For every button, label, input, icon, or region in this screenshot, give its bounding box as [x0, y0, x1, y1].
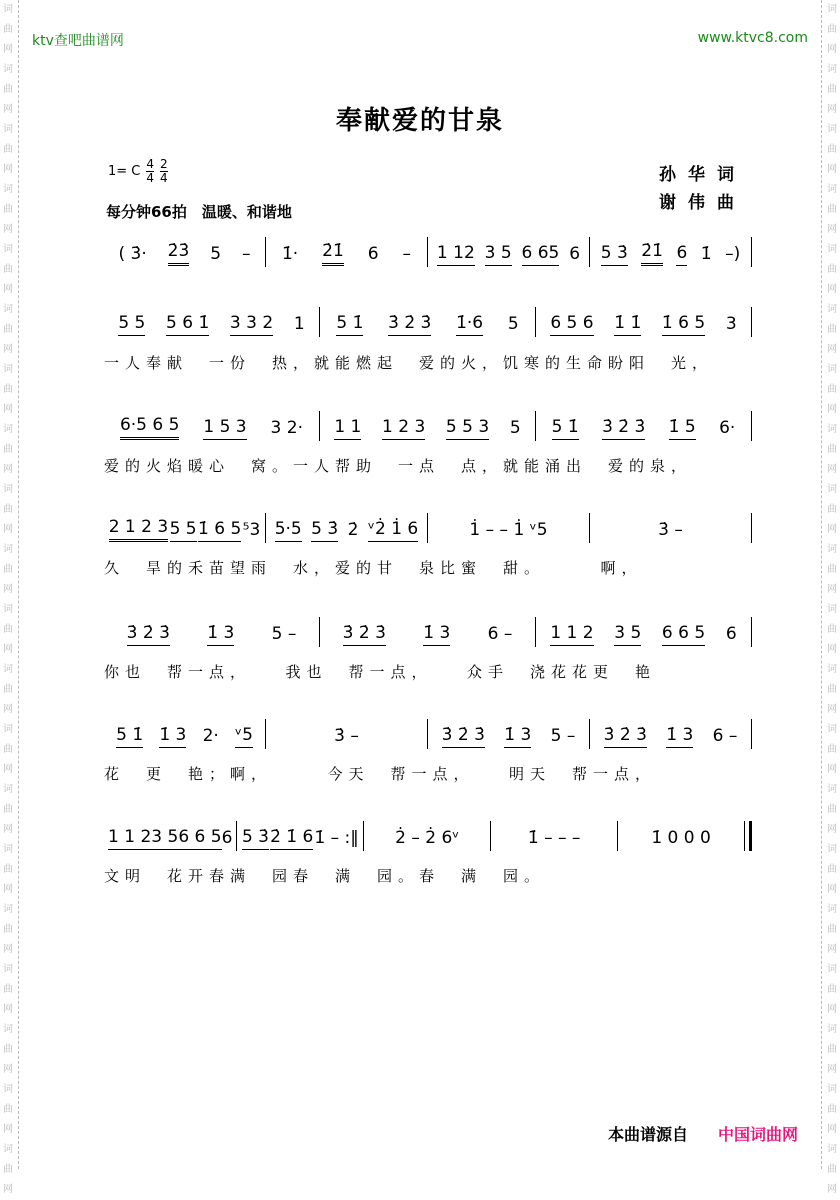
source-name[interactable]: 中国词曲网: [718, 1125, 799, 1144]
watermark-char: 网: [827, 224, 837, 235]
watermark-char: 曲: [3, 204, 13, 215]
watermark-char: 词: [827, 484, 837, 495]
note-group: 1̇ 3: [423, 623, 450, 646]
watermark-char: 曲: [3, 264, 13, 275]
note-group: 3̇ 2̇ 3̇: [602, 417, 645, 440]
note-group: 2̇1̇: [322, 241, 344, 266]
watermark-char: 曲: [827, 864, 837, 875]
note-group: 5 3̇: [242, 827, 269, 850]
lyricist: 孙华词: [659, 165, 746, 185]
watermark-char: 曲: [3, 924, 13, 935]
watermark-char: 曲: [3, 24, 13, 35]
watermark-char: 曲: [3, 1104, 13, 1115]
watermark-char: 词: [827, 844, 837, 855]
note-group: 5 5 3: [446, 417, 489, 440]
watermark-right: [821, 0, 840, 1195]
measure: [320, 417, 535, 440]
watermark-char: 曲: [827, 384, 837, 395]
note-group: 2̇: [347, 520, 359, 540]
watermark-char: 曲: [827, 264, 837, 275]
watermark-char: 曲: [827, 684, 837, 695]
note-group: 2 1 2 3: [109, 517, 168, 542]
lyric-line: 一人奉献 一份 热，就能燃起 爱的火，饥寒的生命盼阳 光，: [104, 354, 714, 372]
note-group: 6: [569, 244, 581, 264]
site-url[interactable]: www.ktvc8.com: [697, 30, 808, 46]
watermark-char: 曲: [827, 324, 837, 335]
note-group: –): [725, 244, 741, 264]
time-bottom: 4: [146, 171, 155, 185]
note-group: 3 5: [151, 827, 178, 850]
watermark-char: 网: [827, 704, 837, 715]
watermark-char: 词: [3, 184, 13, 195]
watermark-char: 曲: [827, 1164, 837, 1175]
lyric-line: 爱的火焰暖心 窝。一人帮助 一点 点，就能涌出 爱的泉，: [104, 457, 693, 475]
watermark-char: 网: [3, 644, 13, 655]
watermark-char: 网: [3, 1184, 13, 1195]
note-group: 6: [725, 624, 737, 644]
watermark-char: 网: [827, 1124, 837, 1135]
lyric-line: 花 更 艳；啊， 今天 帮一点， 明天 帮一点，: [104, 765, 657, 783]
note-group: 1̇ 3: [504, 725, 531, 748]
note-group: 5: [507, 314, 519, 334]
note-group: ( 3̇·: [118, 244, 147, 264]
watermark-char: 曲: [3, 384, 13, 395]
note-group: 6 –: [487, 624, 513, 644]
watermark-char: 词: [827, 724, 837, 735]
watermark-char: 网: [3, 764, 13, 775]
watermark-char: 曲: [3, 804, 13, 815]
watermark-char: 曲: [827, 1044, 837, 1055]
staff-row: [104, 720, 752, 748]
note-group: 2̇1̇: [641, 241, 663, 266]
measure: [266, 519, 427, 542]
watermark-char: 词: [827, 1144, 837, 1155]
measure: [266, 241, 427, 266]
measure: [618, 828, 744, 850]
watermark-char: 曲: [827, 564, 837, 575]
measure: [491, 828, 617, 850]
watermark-char: 网: [3, 344, 13, 355]
staff-row: [104, 308, 752, 336]
site-name[interactable]: ktv查吧曲谱网: [32, 33, 124, 49]
watermark-char: 曲: [3, 684, 13, 695]
watermark-char: 词: [3, 724, 13, 735]
watermark-char: 网: [827, 944, 837, 955]
note-group: 5 1̇: [336, 313, 363, 336]
note-group: 1 12: [437, 243, 475, 266]
watermark-char: 曲: [3, 444, 13, 455]
watermark-char: 词: [827, 784, 837, 795]
note-group: 2̇3̇: [168, 241, 190, 266]
note-group: 6 6 5: [662, 623, 705, 646]
note-group: 1̇·: [281, 244, 299, 264]
watermark-char: 曲: [3, 1044, 13, 1055]
watermark-char: 网: [827, 164, 837, 175]
watermark-char: 曲: [3, 984, 13, 995]
note-group: 5 1̇: [116, 725, 143, 748]
note-group: 5 3̇: [601, 243, 628, 266]
watermark-char: 曲: [3, 864, 13, 875]
note-group: 1̇ – :‖: [314, 828, 359, 848]
watermark-char: 网: [3, 1124, 13, 1135]
watermark-char: 词: [3, 1144, 13, 1155]
watermark-char: 曲: [827, 204, 837, 215]
watermark-char: 网: [3, 944, 13, 955]
note-group: 6 65: [522, 243, 560, 266]
watermark-char: 词: [3, 364, 13, 375]
staff-row: [104, 822, 752, 850]
watermark-char: 网: [827, 284, 837, 295]
watermark-char: 网: [3, 524, 13, 535]
song-title: 奉献爱的甘泉: [335, 106, 504, 136]
note-group: 6 6 5: [178, 827, 221, 850]
watermark-char: 网: [3, 1004, 13, 1015]
watermark-char: 网: [827, 44, 837, 55]
note-group: 1 1 2: [108, 827, 151, 850]
watermark-char: 网: [3, 704, 13, 715]
note-group: 5: [210, 244, 222, 264]
note-group: 1̇ – – –: [527, 828, 581, 848]
watermark-char: 词: [3, 4, 13, 15]
note-group: 5 6 1̇: [166, 313, 209, 336]
watermark-char: 词: [3, 124, 13, 135]
measure: [364, 828, 490, 850]
staff-row: [104, 238, 752, 266]
note-group: 5: [509, 418, 521, 438]
watermark-char: 词: [827, 124, 837, 135]
time-bottom: 4: [160, 171, 168, 185]
watermark-char: 网: [827, 464, 837, 475]
measure: [266, 726, 427, 748]
key-signature: [108, 158, 168, 185]
watermark-char: 网: [827, 1004, 837, 1015]
bar-line: [751, 237, 752, 267]
watermark-char: 词: [827, 544, 837, 555]
note-group: 3̇ 2̇ 3̇: [604, 725, 647, 748]
watermark-char: 网: [827, 884, 837, 895]
bar-line: [751, 719, 752, 749]
watermark-char: 词: [827, 184, 837, 195]
watermark-char: 曲: [3, 564, 13, 575]
bar-line: [751, 411, 752, 441]
note-group: 3̇ –: [334, 726, 359, 746]
note-group: 5 3̇: [311, 519, 338, 542]
watermark-char: 词: [827, 664, 837, 675]
measure: [428, 725, 589, 748]
bar-line: [751, 307, 752, 337]
watermark-char: 曲: [3, 144, 13, 155]
watermark-char: 网: [3, 824, 13, 835]
note-group: 3 5: [614, 623, 641, 646]
watermark-char: 词: [3, 604, 13, 615]
note-group: 5 5: [118, 313, 145, 336]
note-group: –: [242, 244, 251, 264]
note-group: 1 2 3: [382, 417, 425, 440]
watermark-char: 曲: [827, 24, 837, 35]
watermark-char: 网: [3, 584, 13, 595]
watermark-char: 曲: [3, 744, 13, 755]
time-signature-2: [160, 158, 168, 185]
watermark-char: 词: [827, 64, 837, 75]
note-group: 1̇ 3: [207, 623, 234, 646]
watermark-char: 词: [3, 904, 13, 915]
watermark-char: 词: [3, 244, 13, 255]
watermark-char: 网: [827, 344, 837, 355]
time-top: 4: [146, 157, 155, 171]
watermark-char: 词: [3, 1084, 13, 1095]
note-group: 3̇ 2̇ 3̇: [127, 623, 170, 646]
watermark-char: 词: [827, 904, 837, 915]
watermark-char: 词: [3, 484, 13, 495]
watermark-char: 曲: [3, 324, 13, 335]
measure: [104, 517, 265, 542]
measure: [104, 241, 265, 266]
note-group: 1 1 2: [550, 623, 593, 646]
measure: [428, 243, 589, 266]
note-group: 3̇ 2̇ 3̇: [388, 313, 431, 336]
watermark-char: 曲: [3, 624, 13, 635]
note-group: 6: [676, 243, 687, 266]
measure: [536, 417, 751, 440]
note-group: 1̇ 5: [669, 417, 696, 440]
note-group: 5 –: [271, 624, 297, 644]
bar-line: [751, 513, 752, 543]
note-group: 1 5 3: [203, 417, 246, 440]
measure: [104, 313, 319, 336]
watermark-char: 网: [827, 104, 837, 115]
note-group: 3: [725, 314, 737, 334]
note-group: 6 5 6: [550, 313, 593, 336]
watermark-char: 词: [3, 664, 13, 675]
watermark-char: 词: [827, 604, 837, 615]
watermark-char: 曲: [827, 744, 837, 755]
composer: 谢伟曲: [659, 193, 746, 213]
note-group: 2̇ 1̇ 6: [270, 827, 313, 850]
watermark-left: [0, 0, 19, 1195]
note-group: 1̇ 0 0 0: [651, 828, 711, 848]
note-group: 6·5 6 5: [120, 415, 179, 440]
lyric-line: 久 旱的禾苗望雨 水，爱的甘 泉比蜜 甜。 啊，: [104, 559, 643, 577]
watermark-char: 网: [827, 1064, 837, 1075]
note-group: –: [402, 244, 411, 264]
note-group: 3 5: [485, 243, 512, 266]
note-group: 1̇ – – 1̇ ᵛ5: [469, 520, 548, 540]
measure: [320, 623, 535, 646]
lyric-line: 文明 花开春满 园春 满 园。春 满 园。: [104, 867, 546, 885]
watermark-char: 词: [827, 364, 837, 375]
note-group: 6·: [719, 418, 736, 438]
measure: [590, 725, 751, 748]
watermark-char: 词: [3, 64, 13, 75]
note-group: 1̇ 1̇: [614, 313, 641, 336]
note-group: ⁵3: [242, 520, 261, 540]
watermark-char: 网: [3, 284, 13, 295]
measure: [590, 520, 751, 542]
watermark-char: 曲: [827, 924, 837, 935]
note-group: 1̇: [700, 244, 712, 264]
note-group: ᵛ2̇ 1̇ 6: [368, 519, 418, 542]
watermark-char: 曲: [827, 144, 837, 155]
staff-row: [104, 514, 752, 542]
watermark-char: 词: [827, 424, 837, 435]
watermark-char: 词: [3, 844, 13, 855]
note-group: 6: [221, 828, 233, 848]
note-group: ᵛ5: [235, 725, 253, 748]
watermark-char: 曲: [827, 804, 837, 815]
watermark-char: 曲: [827, 984, 837, 995]
watermark-char: 网: [3, 104, 13, 115]
watermark-char: 词: [3, 1024, 13, 1035]
watermark-char: 词: [3, 784, 13, 795]
watermark-char: 词: [827, 964, 837, 975]
watermark-char: 词: [827, 244, 837, 255]
time-signature-1: [146, 158, 154, 185]
watermark-char: 网: [827, 644, 837, 655]
tempo-marking: 每分钟66拍 温暖、和谐地: [106, 203, 292, 221]
measure: [590, 241, 751, 266]
watermark-char: 曲: [827, 624, 837, 635]
bar-line: [751, 617, 752, 647]
note-group: 2·: [202, 726, 219, 746]
watermark-char: 词: [827, 4, 837, 15]
note-group: 3 3 2: [230, 313, 273, 336]
bar-line: [744, 821, 752, 851]
watermark-char: 网: [3, 44, 13, 55]
watermark-char: 网: [3, 884, 13, 895]
watermark-char: 曲: [827, 504, 837, 515]
watermark-char: 曲: [3, 84, 13, 95]
note-group: 1̇ 3: [666, 725, 693, 748]
lyric-line: 你也 帮一点， 我也 帮一点， 众手 浇花花更 艳: [104, 663, 657, 681]
note-group: 6: [367, 244, 379, 264]
note-group: 1̇ 6 5: [198, 519, 241, 542]
note-group: 1̇ 6 5: [662, 313, 705, 336]
note-group: 1 1: [334, 417, 361, 440]
measure: [536, 623, 751, 646]
watermark-char: 网: [827, 404, 837, 415]
note-group: 5 5: [170, 519, 197, 542]
note-group: 1̇ 3: [159, 725, 186, 748]
note-group: 5·5: [275, 519, 302, 542]
watermark-char: 词: [3, 424, 13, 435]
watermark-char: 词: [827, 1024, 837, 1035]
note-group: 3̇ –: [658, 520, 683, 540]
watermark-char: 网: [3, 464, 13, 475]
time-top: 2: [160, 157, 168, 171]
measure: [536, 313, 751, 336]
watermark-char: 网: [3, 164, 13, 175]
watermark-char: 曲: [3, 1164, 13, 1175]
watermark-char: 曲: [827, 444, 837, 455]
note-group: 5 1̇: [552, 417, 579, 440]
staff-row: [104, 618, 752, 646]
note-group: 6 –: [712, 726, 738, 746]
watermark-char: 网: [827, 584, 837, 595]
watermark-char: 网: [827, 824, 837, 835]
watermark-char: 网: [827, 764, 837, 775]
watermark-char: 词: [827, 1084, 837, 1095]
measure: [320, 313, 535, 336]
note-group: 3̇ 2̇ 3̇: [343, 623, 386, 646]
watermark-char: 网: [3, 224, 13, 235]
watermark-char: 曲: [827, 84, 837, 95]
watermark-char: 词: [3, 544, 13, 555]
measure: [104, 725, 265, 748]
note-group: 3̇ 2̇ 3̇: [442, 725, 485, 748]
source-label: 本曲谱源自: [608, 1125, 689, 1144]
watermark-char: 词: [827, 304, 837, 315]
watermark-char: 曲: [827, 1104, 837, 1115]
watermark-char: 网: [3, 1064, 13, 1075]
note-group: 3 2·: [270, 418, 303, 438]
key: 1= C: [108, 164, 141, 179]
watermark-char: 网: [827, 524, 837, 535]
watermark-char: 词: [3, 304, 13, 315]
watermark-char: 词: [3, 964, 13, 975]
measure: [104, 827, 236, 850]
measure: [237, 827, 363, 850]
watermark-char: 网: [3, 404, 13, 415]
measure: [428, 520, 589, 542]
measure: [104, 415, 319, 440]
note-group: 1̇·6: [456, 313, 483, 336]
note-group: 5 –: [550, 726, 576, 746]
note-group: 1: [293, 314, 305, 334]
note-group: 2̇ – 2̇ 6ᵛ: [395, 828, 460, 848]
watermark-char: 曲: [3, 504, 13, 515]
watermark-char: 网: [827, 1184, 837, 1195]
staff-row: [104, 412, 752, 440]
measure: [104, 623, 319, 646]
